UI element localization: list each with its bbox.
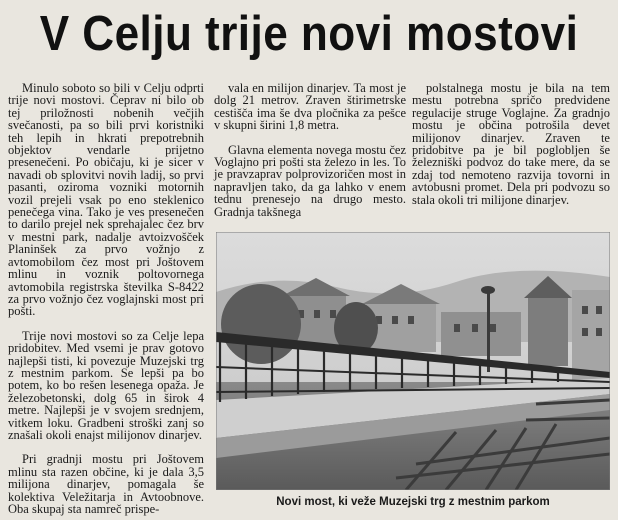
- article-column-2: [214, 82, 406, 218]
- article-column-3: [412, 82, 610, 206]
- photo-caption: Novi most, ki veže Muzejski trg z mestnim parkom: [276, 496, 550, 508]
- paragraph: polstalnega mostu je bila na tem mestu potrebna spričo predvidene regulacije struge Voglajne. Za gradnjo mostu je občina potrošila devet milijonov dinarjev. Zraven te pridobitve pa je bil poglobljen še železniški podvoz do take mere, da se zdaj tod nemoteno razvija tovorni in avtobusni promet. Dela pri podvozu so stala okoli tri milijone dinarjev.: [412, 81, 610, 207]
- headline: V Celju trije novi mostovi: [39, 7, 579, 61]
- article-column-1: [8, 82, 204, 515]
- paragraph: vala en milijon dinarjev. Ta most je dolg 21 metrov. Zraven štirimetrske cestišča ima še dva pločnika za pešce v skupni širini 1,8 metra.: [214, 81, 406, 133]
- paragraph: Glavna elementa novega mostu čez Voglajno pri pošti sta železo in les. To je pravzaprav polprovizoričen most in napravljen tako, da ga lahko v enem tednu prenesejo na drugo mesto. Gradnja takšnega: [214, 142, 406, 219]
- bridge-photo: [216, 232, 610, 490]
- paragraph: Minulo soboto so bili v Celju odprti trije novi mostovi. Čeprav ni bilo ob tej priložnosti nobenih večjih svečanosti, pa so bili prvi koristniki teh lepih in hkrati prepotrebnih objektov vendarle prijetno presenečeni. Po običaju, ki je sicer v navadi ob splovitvi novih ladij, so prvi pasanti, oziroma vozniki motornih vozil prejeli vsak po eno steklenico penečega vina. Tako je ves presenečen to darilo prejel nek sprehajalec čez brv v mestni park, nadalje avtoizvošček Planinšek za prvo vožnjo z avtomobilom čez most pri Joštovem mlinu in voznik poltovornega avtomobila registrska številka S-8422 za prvo vožnjo čez voglajnski most pri pošti.: [8, 81, 204, 319]
- paragraph: Trije novi mostovi so za Celje lepa pridobitev. Med vsemi je prav gotovo najlepši tisti, ki povezuje Muzejski trg z mestnim parkom. Se lepši pa bo potem, ko bo rešen lesenega opaža. Je železobetonski, dolg 65 in širok 4 metre. Najlepši je v svojem srednjem, vitkem loku. Gradbeni stroški zanj so znašali okoli enajst milijonov dinarjev.: [8, 328, 204, 442]
- paragraph: Pri gradnji mostu pri Joštovem mlinu sta razen občine, ki je dala 3,5 milijona dinarjev, pomagala še kolektiva Veležitarja in Avtoobnove. Oba skupaj sta namreč prispe-: [8, 452, 204, 516]
